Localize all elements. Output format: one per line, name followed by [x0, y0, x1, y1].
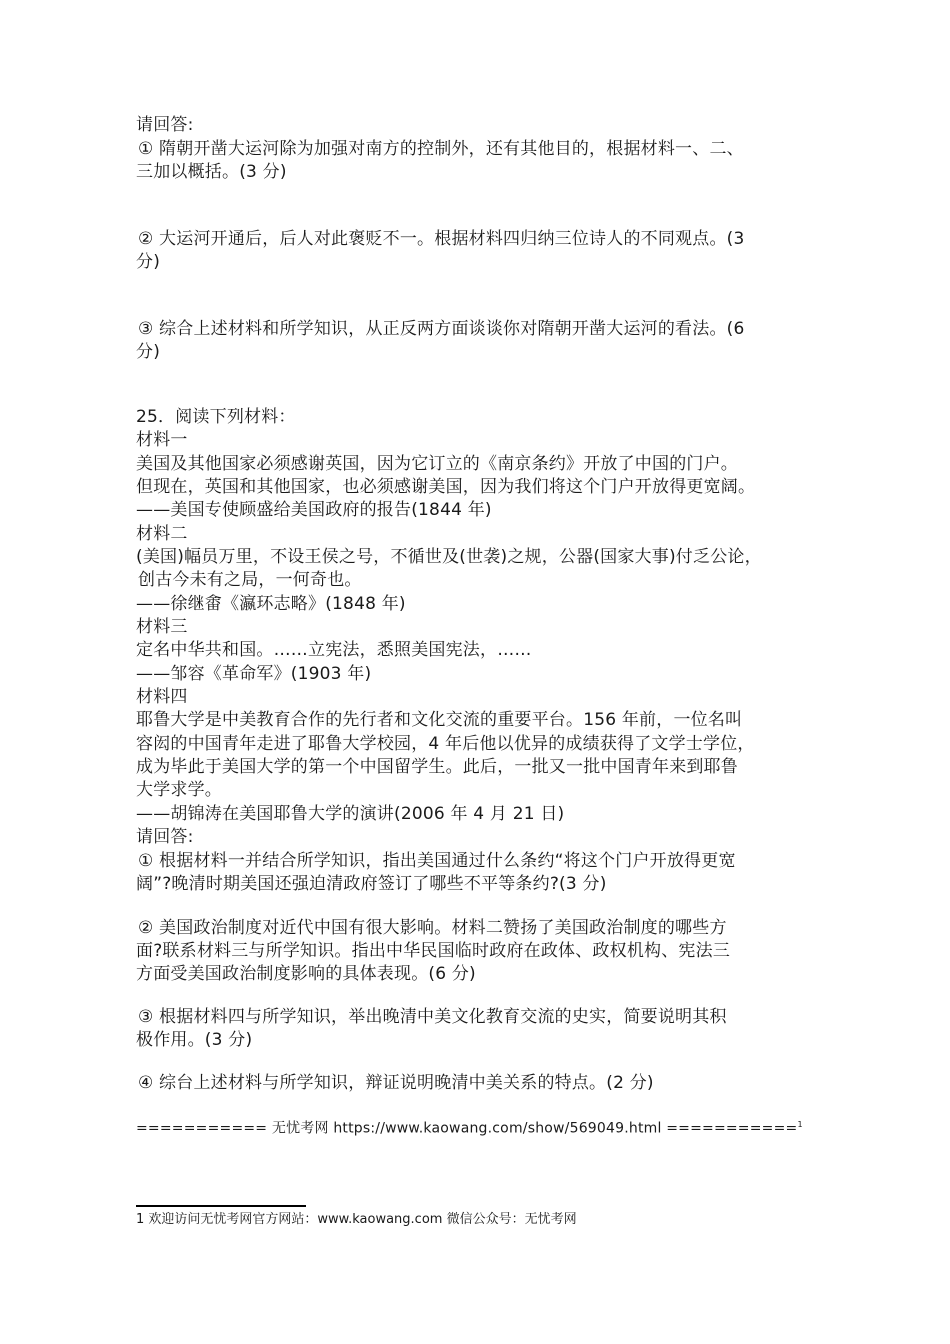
material-1-line-2: 但现在，英国和其他国家，也必须感谢美国，因为我们将这个门户开放得更宽阔。	[136, 477, 756, 497]
question-3-line-1: ③ 综合上述材料和所学知识，从正反两方面谈谈你对隋朝开凿大运河的看法。(6	[138, 319, 745, 339]
question-25-heading: 25．阅读下列材料：	[136, 407, 296, 427]
question-25-3-line-2: 极作用。(3 分)	[136, 1030, 253, 1050]
material-4-line-1: 耶鲁大学是中美教育合作的先行者和文化交流的重要平台。156 年前，一位名叫	[136, 710, 743, 730]
material-1-line-1: 美国及其他国家必须感谢英国，因为它订立的《南京条约》开放了中国的门户。	[136, 454, 738, 474]
material-2-title: 材料二	[136, 524, 188, 544]
material-4-line-3: 成为毕此于美国大学的第一个中国留学生。此后，一批又一批中国青年来到耶鲁	[136, 757, 738, 777]
question-2-line-1: ② 大运河开通后，后人对此褒贬不一。根据材料四归纳三位诗人的不同观点。(3	[138, 229, 745, 249]
material-3-line-1: 定名中华共和国。……立宪法，悉照美国宪法，……	[136, 640, 532, 660]
question-1-line-1: ① 隋朝开凿大运河除为加强对南方的控制外，还有其他目的，根据材料一、二、	[138, 139, 744, 159]
question-1-line-2: 三加以概括。(3 分)	[136, 162, 287, 182]
question-25-1-line-1: ① 根据材料一并结合所学知识，指出美国通过什么条约“将这个门户开放得更宽	[138, 851, 736, 871]
material-2-line-1: (美国)幅员万里，不设王侯之号，不循世及(世袭)之规，公器(国家大事)付乏公论，	[136, 547, 762, 567]
answer-prompt: 请回答:	[136, 115, 194, 135]
separator-text: =========== 无忧考网 https://www.kaowang.com/show/569049.html ===========	[136, 1120, 798, 1137]
footnote-text: 1 欢迎访问无忧考网官方网站：www.kaowang.com 微信公众号：无忧考网	[136, 1212, 577, 1227]
question-2-line-2: 分)	[136, 252, 161, 272]
question-25-4-line-1: ④ 综台上述材料与所学知识，辩证说明晚清中美关系的特点。(2 分)	[138, 1073, 654, 1093]
material-4-source: ——胡锦涛在美国耶鲁大学的演讲(2006 年 4 月 21 日)	[136, 804, 565, 824]
question-3-line-2: 分)	[136, 342, 161, 362]
material-3-source: ——邹容《革命军》(1903 年)	[136, 664, 372, 684]
question-25-1-line-2: 阔”?晚清时期美国还强迫清政府签订了哪些不平等条约?(3 分)	[136, 874, 607, 894]
material-4-line-2: 容闳的中国青年走进了耶鲁大学校园，4 年后他以优异的成绩获得了文学士学位，	[136, 734, 755, 754]
question-25-2-line-3: 方面受美国政治制度影响的具体表现。(6 分)	[136, 964, 476, 984]
material-2-source: ——徐继畬《瀛环志略》(1848 年)	[136, 594, 406, 614]
source-separator	[136, 1113, 836, 1141]
footnote-mark: 1	[797, 1120, 803, 1129]
question-25-3-line-1: ③ 根据材料四与所学知识，举出晚清中美文化教育交流的史实，简要说明其积	[138, 1007, 727, 1027]
material-1-source: ——美国专使顾盛给美国政府的报告(1844 年)	[136, 500, 492, 520]
question-25-2-line-2: 面?联系材料三与所学知识。指出中华民国临时政府在政体、政权机构、宪法三	[136, 941, 731, 961]
material-2-line-2: 创古今未有之局，一何奇也。	[138, 570, 362, 590]
answer-prompt-25: 请回答:	[136, 827, 194, 847]
material-4-title: 材料四	[136, 687, 188, 707]
question-25-2-line-1: ② 美国政治制度对近代中国有很大影响。材料二赞扬了美国政治制度的哪些方	[138, 918, 727, 938]
material-3-title: 材料三	[136, 617, 188, 637]
footnote-rule	[136, 1205, 306, 1207]
material-1-title: 材料一	[136, 430, 188, 450]
material-4-line-4: 大学求学。	[136, 780, 222, 800]
